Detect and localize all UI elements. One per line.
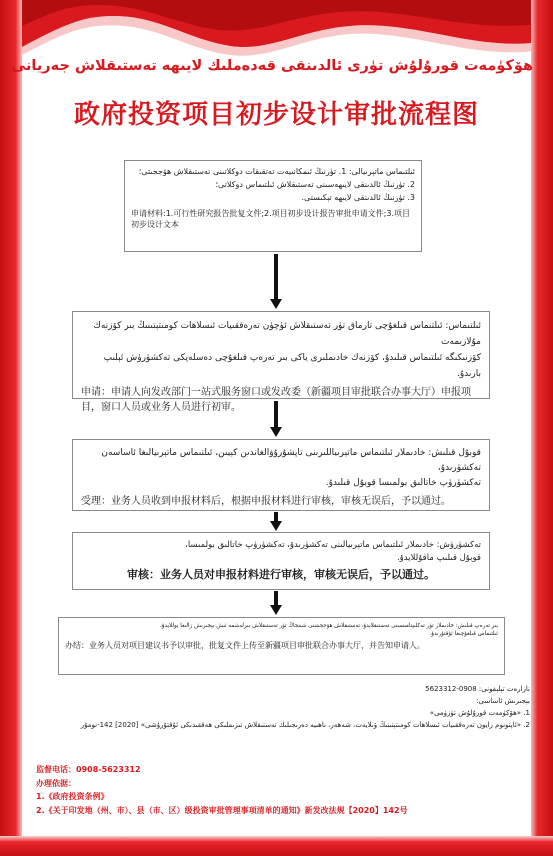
step-accept-uyghur-1: قوبۇل قىلىش: خادىملار ئىلتىماس ماتېرىياللىرىنى تاپشۇرۇۋالغاندىن كېيىن، ئىلتىماس ماتېرىيالىغا ئاساسەن تەكشۈرىدۇ،	[101, 448, 481, 473]
step-materials-box	[124, 160, 422, 252]
step-complete-uyghur-1: بىر تەرەپ قىلىش: خادىملار تۈر تەكلىپنامىسىنى تەستىقلايدۇ، تەستىقلاش ھۆججىتىنى شىنجاڭ تۈر تەستىقلاش بىرلەشمە ئىش بېجىرىش زالىغا يوللايدۇ،	[160, 623, 498, 629]
flow-arrow-4	[270, 591, 282, 616]
step-accept-uyghur-2: تەكشۈرۈپ خاتالىق بولمىسا قوبۇل قىلىدۇ.	[325, 478, 481, 488]
step-apply-box	[72, 311, 490, 413]
footer-uyghur	[40, 683, 530, 731]
footer-basis-label: 办理依据：	[36, 778, 76, 788]
step-apply-uyghur-2: كۆزنىكىگە ئىلتىماس قىلىدۇ، كۆزنەك خادىملىرى ياكى بىر تەرەپ قىلغۇچى دەسلەپكى تەكشۈرۈش ئېلىپ بارىدۇ.	[103, 353, 481, 379]
step-materials-chinese: 申请材料:1.可行性研究报告批复文件;2.项目初步设计报告审批申请文件;3.项目初步设计文本	[131, 209, 410, 229]
step-apply-chinese: 申请：申请人向发改部门一站式服务窗口或发改委（新疆项目审批联合办事大厅）申报项目，窗口人员或业务人员进行初审。	[81, 387, 471, 413]
step-review-box	[72, 532, 490, 590]
footer-uyghur-line-3: 1. «ھۆكۈمەت قورۇلۇش تۈزۈمى»	[429, 709, 530, 717]
footer-hotline: 监督电话：0908-5623312	[36, 765, 141, 774]
step-complete-box	[58, 617, 505, 675]
step-materials-uyghur-1: ئىلتىماس ماتېرىيالى: 1. تۈرنىڭ ئىمكانىيەت تەتقىقات دوكلاتىنى تەستىقلاش ھۆججىتى؛	[138, 167, 415, 176]
step-accept-box	[72, 439, 490, 511]
step-review-chinese: 审核：业务人员对申报材料进行审核，审核无误后，予以通过。	[127, 568, 435, 581]
left-border	[0, 0, 22, 856]
step-review-uyghur-2: قوبۇل قىلىپ ماقۇللايدۇ.	[396, 553, 481, 563]
footer-basis-2: 2.《关于印发地（州、市）、县（市、区）级投资审批管理事项清单的通知》新发改法规【2020】142号	[36, 805, 408, 815]
title-chinese: 政府投资项目初步设计审批流程图	[73, 100, 479, 130]
step-materials-uyghur-3: 3. تۈرنىڭ ئالدىنقى لايىھە تېكىستى.	[301, 193, 415, 202]
footer-chinese	[36, 763, 526, 817]
step-accept-chinese: 受理：业务人员收到申报材料后，根据申报材料进行审核，审核无误后，予以通过。	[81, 496, 451, 507]
flow-arrow-3	[270, 512, 282, 531]
step-complete-chinese: 办结：业务人员对项目建议书予以审批，批复文件上传至新疆项目审批联合办事大厅，并告知申请人。	[65, 641, 425, 650]
footer-basis-1: 1.《政府投资条例》	[36, 792, 109, 801]
bottom-border	[0, 836, 553, 856]
footer-uyghur-line-4: 2. «ئاپتونوم رايون تەرەققىيات ئىسلاھات كومىتېتىنىڭ ۋىلايەت، شەھەر، ناھىيە دەرىجىلىك تەستىقلاش تىزىملىكى ھەققىدىكى ئۇقتۇرۇشى» [2020] 142-نومۇر	[80, 721, 530, 729]
right-border	[531, 0, 553, 856]
title-uyghur: ھۆكۈمەت قورۇلۇش تۈرى ئالدىنقى قەدەملىك لايىھە تەستىقلاش جەريانى	[11, 58, 533, 74]
step-materials-uyghur-2: 2. تۈرنىڭ ئالدىنقى لايىھەسىنى تەستىقلاش ئىلتىماس دوكلاتى؛	[215, 180, 415, 189]
step-apply-uyghur-1: ئىلتىماس: ئىلتىماس قىلغۇچى تارماق تۈر تەستىقلاش ئۈچۈن تەرەققىيات ئىسلاھات كومىتېتىنىڭ بىر كۆزنەك مۇلازىمەت	[93, 321, 481, 347]
flow-arrow-1	[270, 254, 282, 310]
step-review-uyghur-1: تەكشۈرۈش: خادىملار ئىلتىماس ماتېرىيالىنى تەكشۈرىدۇ، تەكشۈرۈپ خاتالىق بولمىسا،	[185, 540, 481, 550]
flow-arrow-2	[270, 401, 282, 438]
step-complete-uyghur-2: ئىلتىماس قىلغۇچىغا ئۇقتۇرىدۇ.	[429, 631, 498, 637]
footer-uyghur-line-1: نازارەت تېلېفونى: 0908-5623312	[425, 685, 530, 693]
footer-uyghur-line-2: بېجىرىش ئاساسى:	[476, 697, 530, 705]
